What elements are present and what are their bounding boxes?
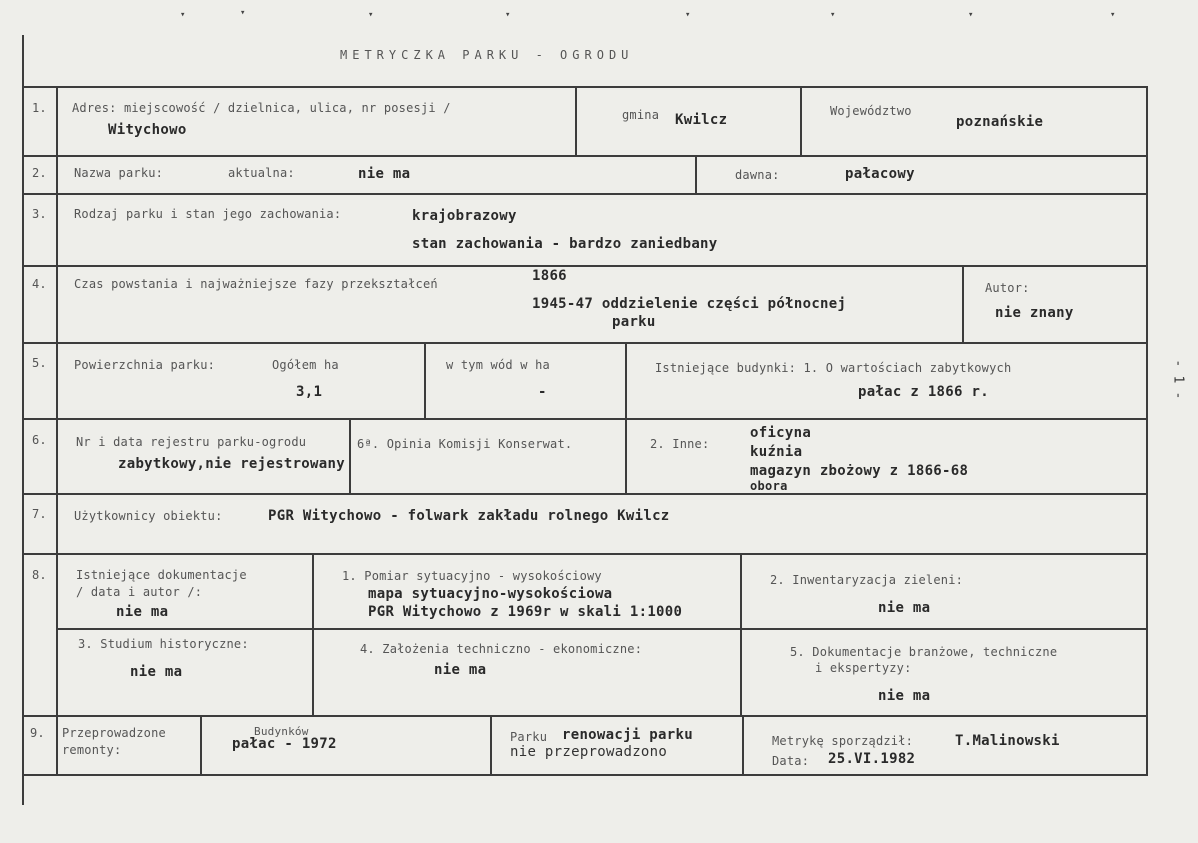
park-renovation-value-cont: nie przeprowadzono xyxy=(510,744,668,760)
row-line xyxy=(22,155,1148,157)
form-title: METRYCZKA PARKU - OGRODU xyxy=(340,48,634,62)
row-line xyxy=(22,493,1148,495)
other-building-item: magazyn zbożowy z 1866-68 xyxy=(750,463,969,479)
renovations-label: Przeprowadzone xyxy=(62,726,166,740)
address-label: Adres: miejscowość / dzielnica, ulica, nr posesji / xyxy=(72,101,451,115)
other-building-item: oficyna xyxy=(750,425,812,441)
historic-building-value: pałac z 1866 r. xyxy=(858,384,989,400)
buildings-renovation-value: pałac - 1972 xyxy=(232,736,337,752)
historical-study-label: 3. Studium historyczne: xyxy=(78,637,249,651)
documentation-label: Istniejące dokumentacje xyxy=(76,568,247,582)
founding-year: 1866 xyxy=(532,268,567,284)
voivodeship-value: poznańskie xyxy=(956,114,1044,130)
row-line xyxy=(22,715,1148,717)
dot-mark: ▾ xyxy=(240,8,246,18)
gmina-value: Kwilcz xyxy=(675,112,728,128)
number-column-line xyxy=(56,86,58,776)
conservation-opinion-label: 6ª. Opinia Komisji Konserwat. xyxy=(357,437,573,451)
frame-right-line xyxy=(1146,86,1148,776)
dot-mark: ▾ xyxy=(368,10,374,20)
branch-docs-value: nie ma xyxy=(878,688,931,704)
branch-docs-label-cont: i ekspertyzy: xyxy=(815,661,912,675)
row-number: 9. xyxy=(30,726,45,740)
total-area-label: Ogółem ha xyxy=(272,358,339,372)
park-renovation-label: Parku xyxy=(510,730,548,744)
row-number: 5. xyxy=(32,356,47,370)
row-number: 4. xyxy=(32,277,47,291)
buildings-renovation-label: Budynków xyxy=(254,725,309,738)
col-line xyxy=(740,553,742,715)
col-line xyxy=(695,155,697,193)
tech-econ-value: nie ma xyxy=(434,662,487,678)
dot-mark: ▾ xyxy=(968,10,974,20)
row-line xyxy=(56,628,1146,630)
park-type-label: Rodzaj parku i stan jego zachowania: xyxy=(74,207,342,221)
row-line xyxy=(22,86,1148,88)
dot-mark: ▾ xyxy=(505,10,511,20)
transformation-phase-cont: parku xyxy=(612,314,656,330)
address-value: Witychowo xyxy=(108,122,187,138)
dot-mark: ▾ xyxy=(1110,10,1116,20)
existing-buildings-label: Istniejące budynki: 1. O wartościach zabytkowych xyxy=(655,361,1012,375)
row-line xyxy=(22,553,1148,555)
author-label: Autor: xyxy=(985,281,1030,295)
dot-mark: ▾ xyxy=(830,10,836,20)
users-value: PGR Witychowo - folwark zakładu rolnego Kwilcz xyxy=(268,508,670,524)
frame-left-line xyxy=(22,35,24,805)
page-number: - 1 - xyxy=(1170,359,1186,400)
gmina-label: gmina xyxy=(622,108,660,122)
park-type-value: krajobrazowy xyxy=(412,208,517,224)
transformation-phase: 1945-47 oddzielenie części północnej xyxy=(532,296,847,312)
col-line xyxy=(800,86,802,155)
water-area-value: - xyxy=(538,384,547,400)
greenery-inventory-value: nie ma xyxy=(878,600,931,616)
other-building-item: kuźnia xyxy=(750,444,803,460)
col-line xyxy=(312,553,314,715)
col-line xyxy=(742,715,744,774)
dot-mark: ▾ xyxy=(685,10,691,20)
prepared-by-value: T.Malinowski xyxy=(955,733,1060,749)
total-area-value: 3,1 xyxy=(296,384,323,400)
survey-map-value: mapa sytuacyjno-wysokościowa xyxy=(368,586,613,602)
documentation-value: nie ma xyxy=(116,604,169,620)
row-number: 2. xyxy=(32,166,47,180)
branch-docs-label: 5. Dokumentacje branżowe, techniczne xyxy=(790,645,1058,659)
col-line xyxy=(575,86,577,155)
other-building-item: obora xyxy=(750,479,788,493)
dot-mark: ▾ xyxy=(180,10,186,20)
date-label: Data: xyxy=(772,754,810,768)
col-line xyxy=(625,342,627,418)
row-number: 6. xyxy=(32,433,47,447)
greenery-inventory-label: 2. Inwentaryzacja zieleni: xyxy=(770,573,964,587)
col-line xyxy=(490,715,492,774)
col-line xyxy=(424,342,426,418)
survey-label: 1. Pomiar sytuacyjno - wysokościowy xyxy=(342,569,602,583)
row-number: 8. xyxy=(32,568,47,582)
park-name-label: Nazwa parku: xyxy=(74,166,164,180)
row-number: 7. xyxy=(32,507,47,521)
water-area-label: w tym wód w ha xyxy=(446,358,550,372)
register-value: zabytkowy,nie rejestrowany xyxy=(118,456,345,472)
tech-econ-label: 4. Założenia techniczno - ekonomiczne: xyxy=(360,642,643,656)
prepared-by-label: Metrykę sporządził: xyxy=(772,734,914,748)
area-label: Powierzchnia parku: xyxy=(74,358,216,372)
author-value: nie znany xyxy=(995,305,1074,321)
col-line xyxy=(625,418,627,493)
row-line xyxy=(22,265,1148,267)
current-name-label: aktualna: xyxy=(228,166,295,180)
current-name-value: nie ma xyxy=(358,166,411,182)
row-number: 3. xyxy=(32,207,47,221)
col-line xyxy=(349,418,351,493)
park-renovation-value: renowacji parku xyxy=(562,727,693,743)
row-line xyxy=(22,418,1148,420)
other-buildings-label: 2. Inne: xyxy=(650,437,710,451)
register-label: Nr i data rejestru parku-ogrodu xyxy=(76,435,307,449)
voivodeship-label: Województwo xyxy=(830,104,912,118)
documentation-label-cont: / data i autor /: xyxy=(76,585,203,599)
former-name-value: pałacowy xyxy=(845,166,915,182)
row-line xyxy=(22,342,1148,344)
condition-value: stan zachowania - bardzo zaniedbany xyxy=(412,236,718,252)
row-line xyxy=(22,774,1148,776)
historical-study-value: nie ma xyxy=(130,664,183,680)
row-number: 1. xyxy=(32,101,47,115)
col-line xyxy=(200,715,202,774)
former-name-label: dawna: xyxy=(735,168,780,182)
col-line xyxy=(962,265,964,342)
users-label: Użytkownicy obiektu: xyxy=(74,509,223,523)
survey-map-value-cont: PGR Witychowo z 1969r w skali 1:1000 xyxy=(368,604,683,620)
date-value: 25.VI.1982 xyxy=(828,751,916,767)
history-phases-label: Czas powstania i najważniejsze fazy przekształceń xyxy=(74,277,438,291)
row-line xyxy=(22,193,1148,195)
renovations-label-cont: remonty: xyxy=(62,743,122,757)
